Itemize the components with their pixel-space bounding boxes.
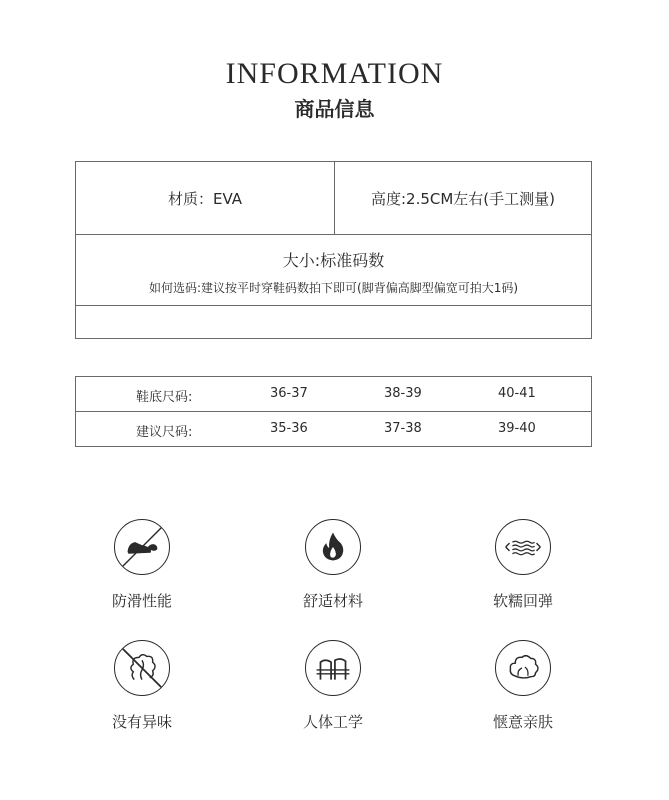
feature-anti-slip — [77, 519, 207, 611]
ergonomic-icon — [305, 640, 361, 696]
table-row — [76, 412, 591, 446]
feature-label: 人体工学 — [302, 713, 363, 731]
feature-label: 软糯回弹 — [492, 592, 553, 610]
feature-label: 防滑性能 — [111, 592, 172, 610]
size-table — [75, 376, 592, 447]
info-box — [75, 161, 592, 339]
feature-skin-friendly — [458, 640, 588, 732]
feature-comfort-material — [268, 519, 398, 611]
feature-ergonomic — [268, 640, 398, 732]
title-chinese: 商品信息 — [294, 97, 375, 121]
info-row-material-height — [76, 162, 591, 235]
rebound-waves-icon — [495, 519, 551, 575]
anti-slip-shoe-icon — [114, 519, 170, 575]
size-value: 39-40 — [498, 421, 536, 436]
flame-icon — [305, 519, 361, 575]
cotton-icon — [495, 640, 551, 696]
height-cell: 高度:2.5CM左右(手工测量) — [370, 189, 556, 208]
size-value: 40-41 — [498, 386, 536, 401]
feature-no-odor — [77, 640, 207, 732]
title-english: INFORMATION — [225, 57, 444, 90]
row-label: 鞋底尺码: — [136, 390, 193, 405]
table-row — [76, 377, 591, 412]
size-value: 35-36 — [270, 421, 308, 436]
feature-label: 舒适材料 — [302, 592, 363, 610]
size-value: 38-39 — [384, 386, 422, 401]
size-value: 36-37 — [270, 386, 308, 401]
info-row-size — [76, 235, 591, 306]
feature-soft-rebound — [458, 519, 588, 611]
no-odor-icon — [114, 640, 170, 696]
feature-label: 惬意亲肤 — [492, 713, 553, 731]
size-value: 37-38 — [384, 421, 422, 436]
row-label: 建议尺码: — [136, 425, 193, 440]
size-note: 如何选码:建议按平时穿鞋码数拍下即可(脚背偏高脚型偏宽可拍大1码) — [148, 281, 519, 295]
feature-label: 没有异味 — [111, 713, 172, 731]
material-cell: 材质：EVA — [76, 162, 335, 234]
size-title: 大小:标准码数 — [282, 251, 385, 270]
